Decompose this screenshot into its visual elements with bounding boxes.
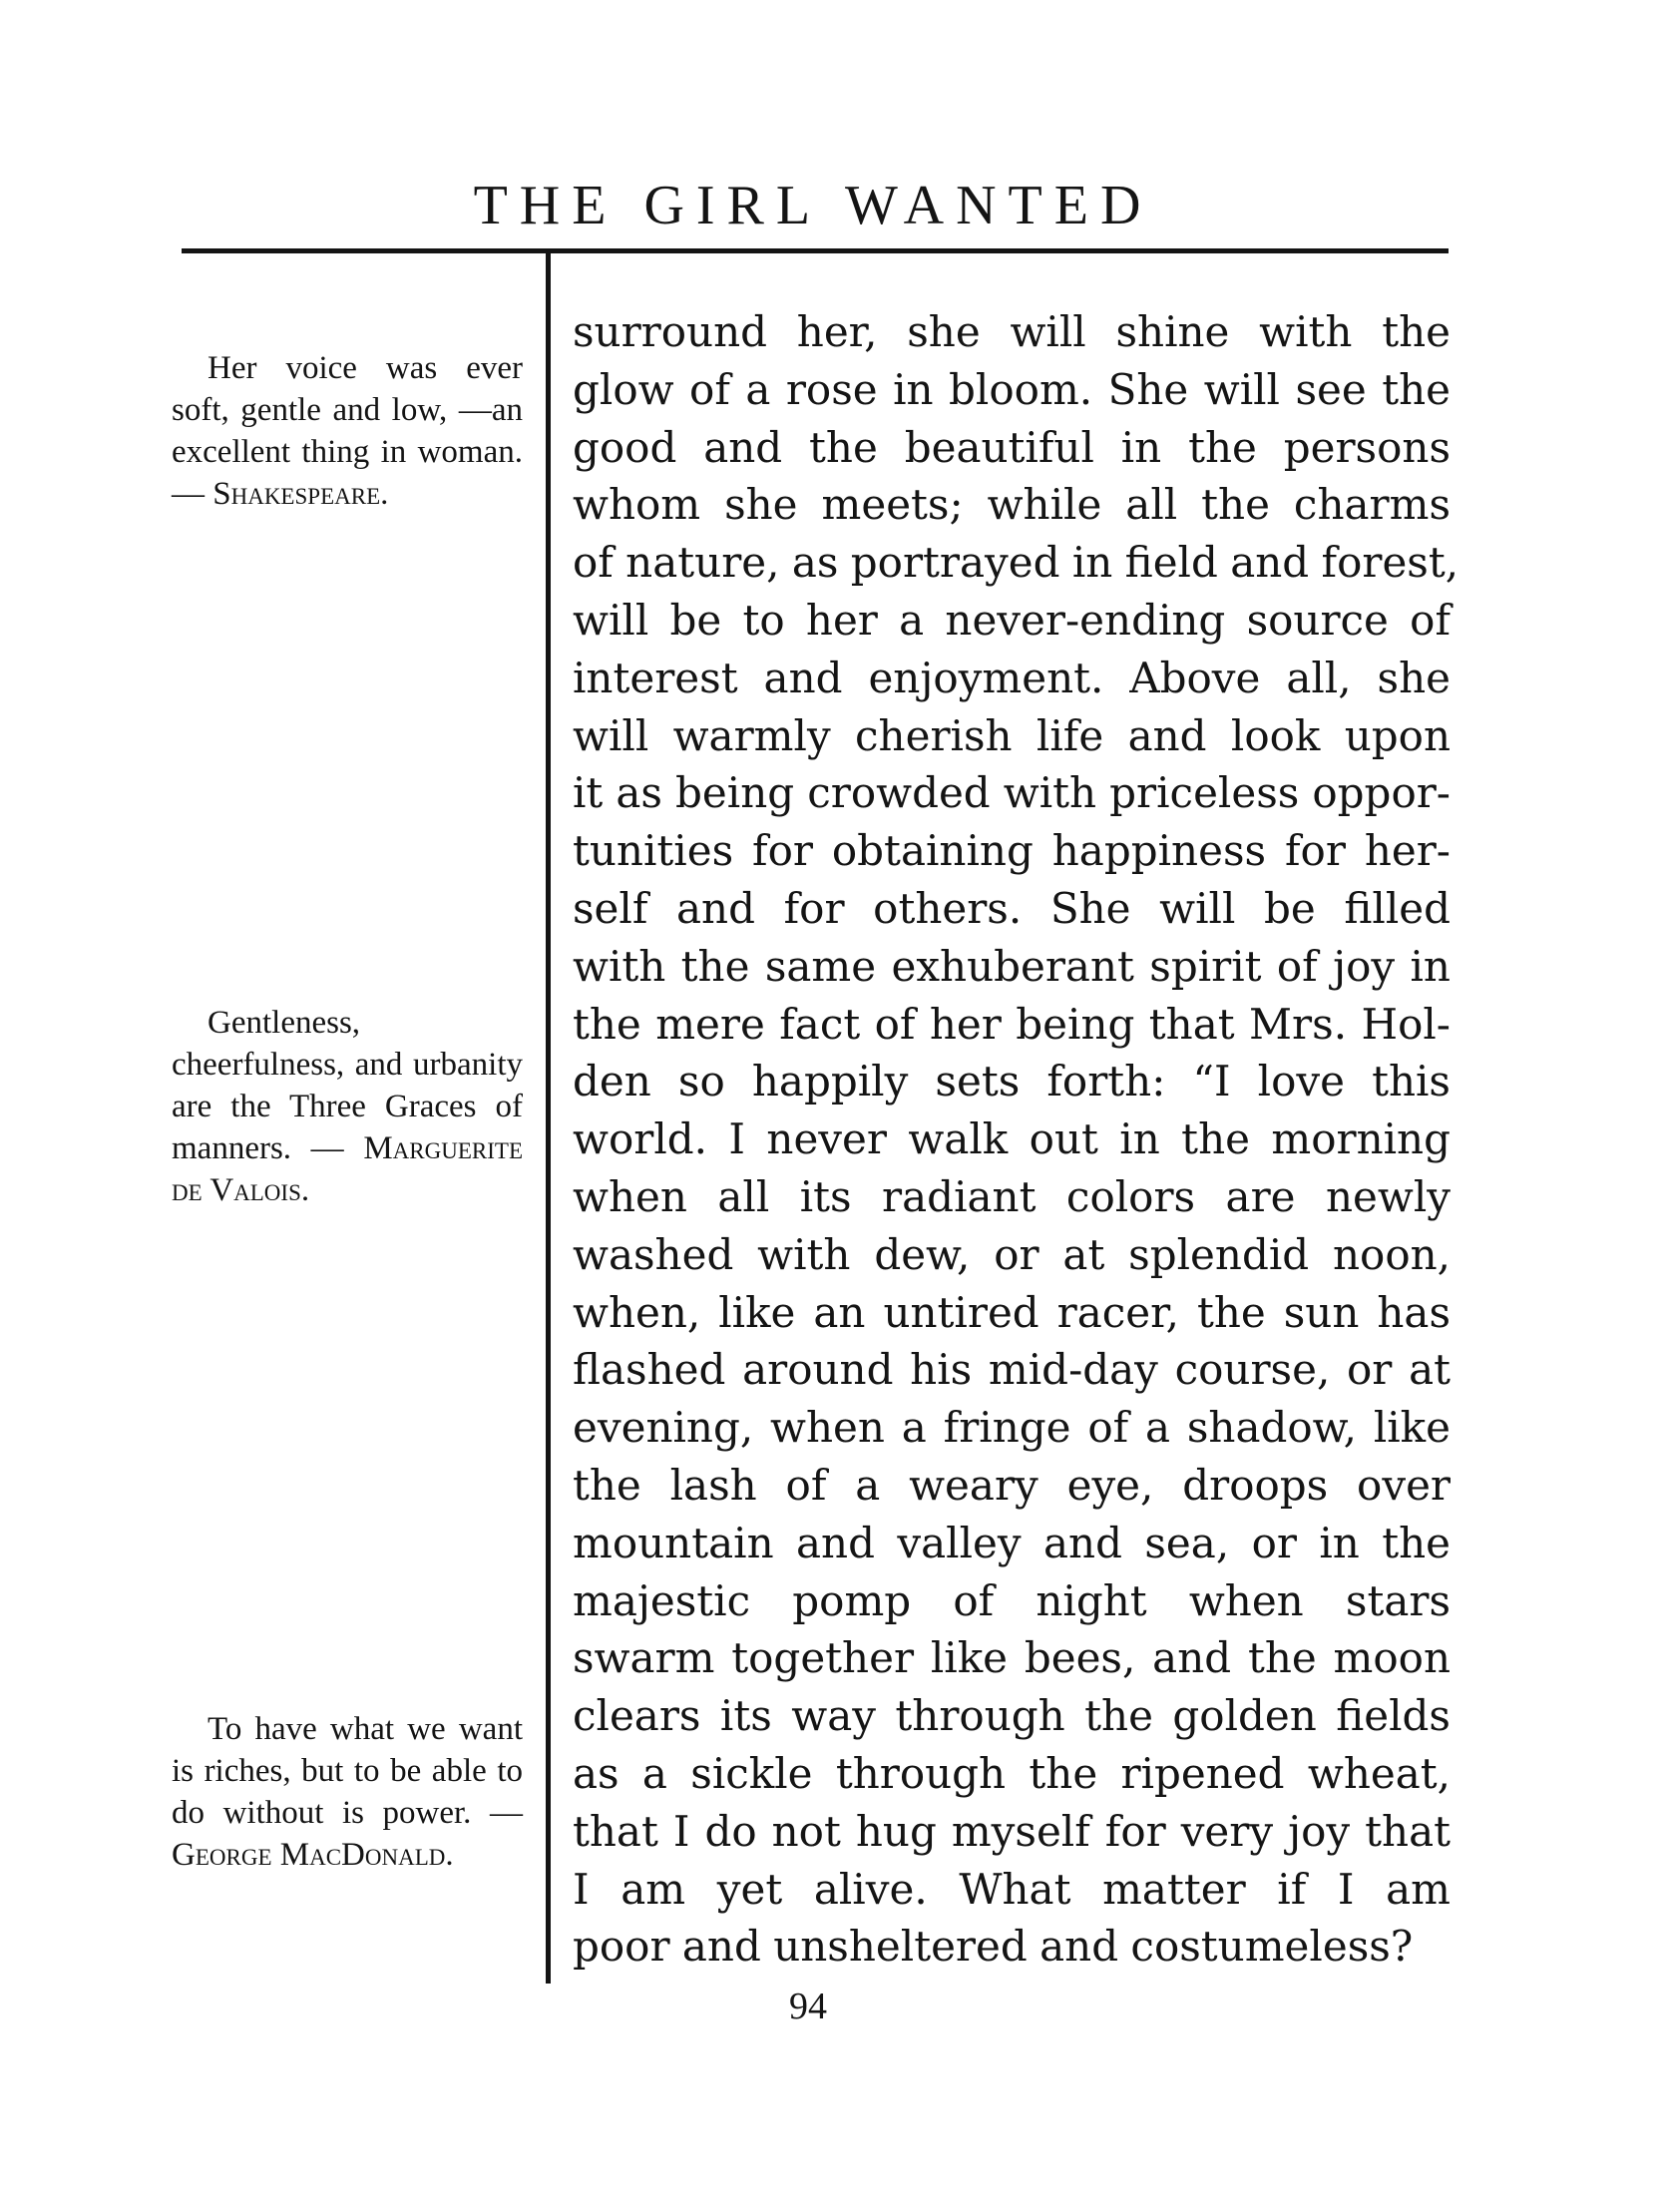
text-line: that I do not hug myself for very joy that [573, 1806, 1451, 1856]
text-line: self and for others. She will be filled [573, 883, 1451, 933]
text-line: good and the beautiful in the persons [573, 422, 1451, 472]
text-line: mountain and valley and sea, or in the [573, 1518, 1451, 1567]
side-note-text: Her voice was ever soft, gentle and low, —an excellent thing in woman. — [172, 350, 523, 512]
header-rule [182, 248, 1449, 253]
text-line: clears its way through the golden fields [573, 1691, 1451, 1741]
side-note-shakespeare [172, 347, 523, 515]
text-line: den so happily sets forth: “I love this [573, 1057, 1451, 1106]
side-note-attribution: Shakespeare. [212, 476, 389, 512]
side-note-attribution: Marguerite de Valois. [172, 1130, 523, 1208]
text-line: world. I never walk out in the morning [573, 1114, 1451, 1164]
text-line: with the same exhuberant spirit of joy in [573, 941, 1451, 991]
text-line: it as being crowded with priceless oppor- [573, 768, 1451, 818]
text-line: the mere fact of her being that Mrs. Hol- [573, 999, 1451, 1049]
text-line: I am yet alive. What matter if I am [573, 1864, 1451, 1914]
text-line: will warmly cherish life and look upon [573, 710, 1451, 760]
page-number: 94 [789, 1986, 827, 2027]
side-note-text: Gentleness, cheerfulness, and urbanity are the Three Graces of manners. — [172, 1005, 523, 1166]
text-line: will be to her a never-ending source of [573, 595, 1451, 645]
text-line: as a sickle through the ripened wheat, [573, 1748, 1451, 1798]
text-line: glow of a rose in bloom. She will see the [573, 364, 1451, 414]
side-note-text: To have what we want is riches, but to be able to do without is power. — [172, 1711, 523, 1831]
text-line: washed with dew, or at splendid noon, [573, 1229, 1451, 1279]
text-line: of nature, as portrayed in field and forest, [573, 538, 1459, 588]
side-note-valois [172, 1002, 523, 1211]
main-text-column [573, 303, 1459, 1976]
text-line: when all its radiant colors are newly [573, 1171, 1451, 1221]
text-line: the lash of a weary eye, droops over [573, 1460, 1451, 1510]
text-line: flashed around his mid-day course, or at [573, 1345, 1451, 1395]
side-note-macdonald [172, 1708, 523, 1876]
column-divider-rule [546, 251, 551, 1984]
side-note-attribution: George MacDonald. [172, 1837, 454, 1873]
text-line: swarm together like bees, and the moon [573, 1633, 1451, 1683]
text-line: surround her, she will shine with the [573, 307, 1451, 356]
text-line: interest and enjoyment. Above all, she [573, 653, 1451, 702]
running-head: THE GIRL WANTED [473, 175, 1153, 236]
text-line: when, like an untired racer, the sun has [573, 1287, 1451, 1337]
text-line: poor and unsheltered and costumeless? [573, 1922, 1414, 1972]
text-line: tunities for obtaining happiness for her- [573, 826, 1451, 876]
text-line: whom she meets; while all the charms [573, 480, 1451, 530]
text-line: majestic pomp of night when stars [573, 1575, 1451, 1625]
text-line: evening, when a fringe of a shadow, like [573, 1403, 1451, 1453]
